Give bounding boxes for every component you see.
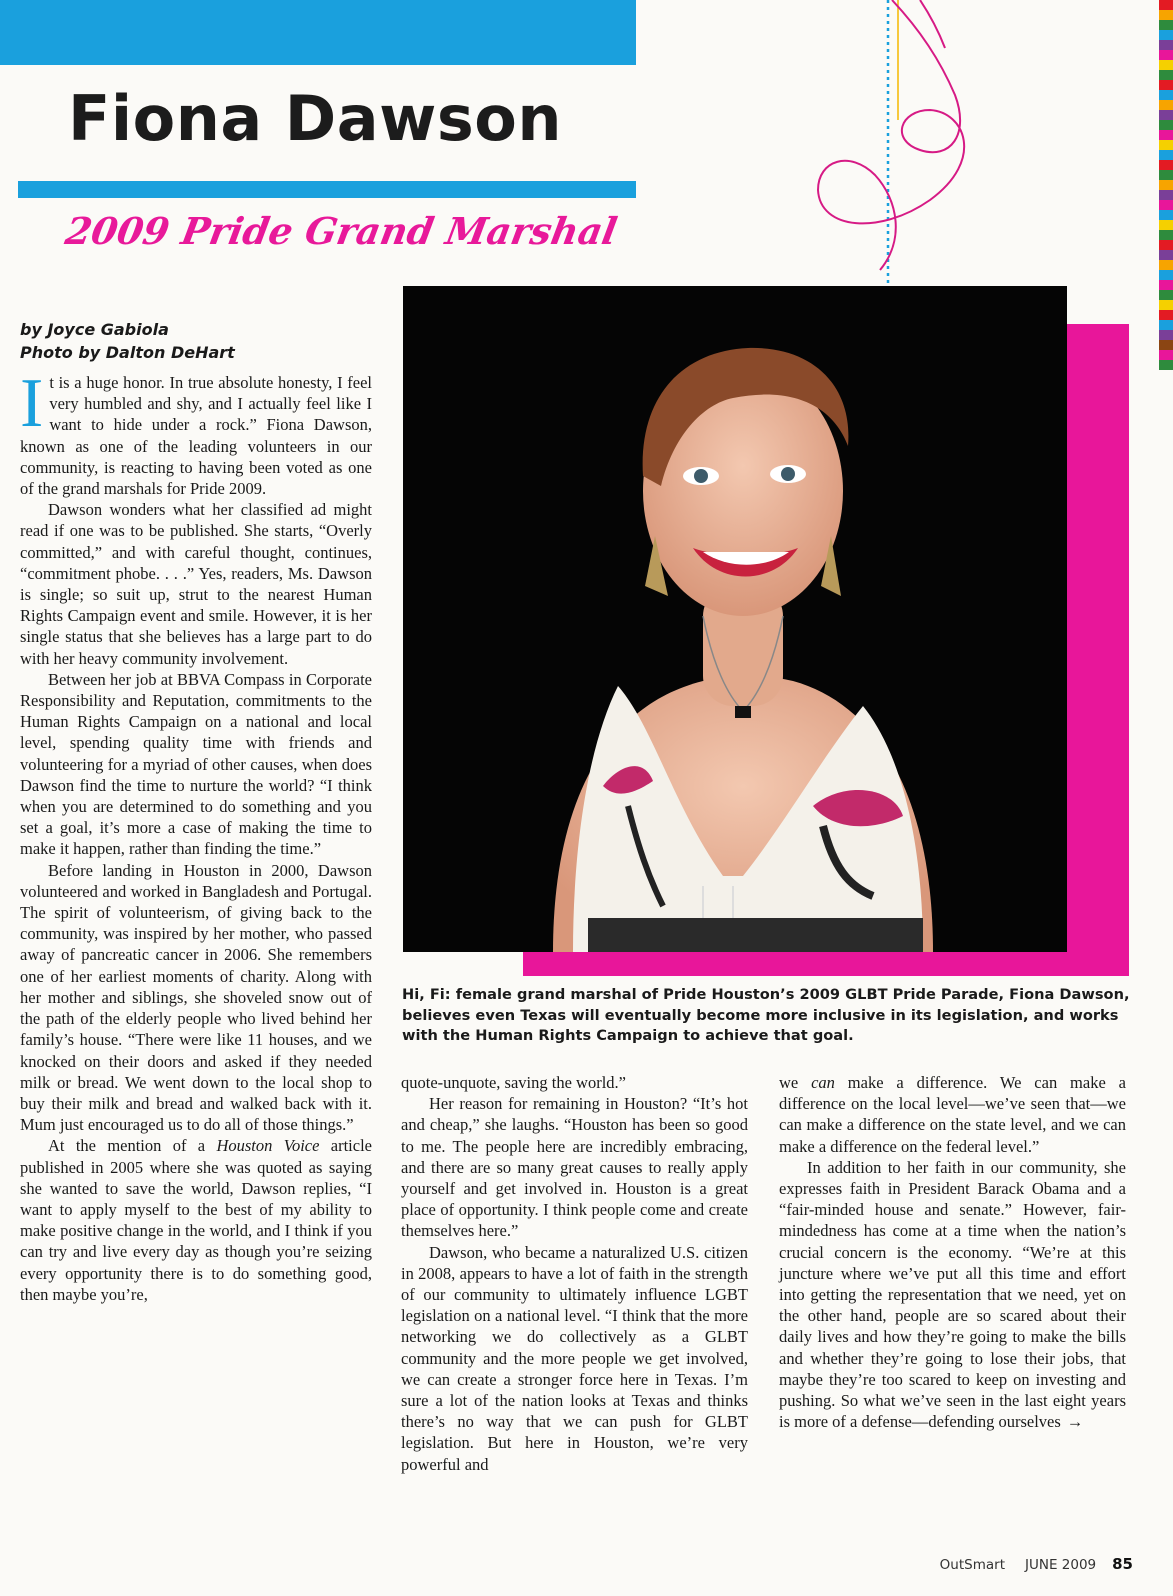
subheadline: 2009 Pride Grand Marshal [62,209,621,253]
author-credit: by Joyce Gabiola [20,320,169,339]
portrait-illustration [403,286,1067,952]
article-paragraph: Dawson, who became a naturalized U.S. citizen in 2008, appears to have a lot of faith in the strength of our community to ultimately influence LGBT legislation on a national level. “I think that the more networking we do collectively as a GLBT community and the more people we get involved, we can create a stronger force here in Texas. I’m sure a lot of the nation looks at Texas and thinks there’s no way that we can push for GLBT legislation. But here in Houston, we’re very powerful and [401,1242,748,1474]
drop-cap: I [20,365,44,442]
continue-arrow-icon: → [1066,1412,1084,1432]
article-paragraph: Her reason for remaining in Houston? “It’s hot and cheap,” she laughs. “Houston has been so good to me. The people here are incredibly embracing, and there are so many great causes to really apply yourself and get involved in. Houston is a great place of opportunity. I think people come and create themselves here.” [401,1094,748,1241]
magazine-name: OutSmart [939,1557,1005,1573]
color-strip-edge [1159,0,1173,370]
article-column-2 [401,1072,748,1475]
article-column-1 [20,365,373,1305]
page-number: 85 [1112,1555,1133,1573]
article-paragraph: In addition to her faith in our community, she expresses faith in President Barack Obama and a “fair-minded house and senate.” However, fair-mindedness has come at a time when the nation’s crucial concern is the economy. “We’re at this juncture where we’ve put all this time and effort into getting the representation that we need, yet on the other hand, people are so scared about their daily lives and how they’re going to make the bills and whether they’re going to lose their jobs, that maybe they’re too scared to keep on investing and pushing. So what we’ve seen in the last eight years is more of a defense—defending ourselves → [779,1157,1126,1432]
article-paragraph: Dawson wonders what her classified ad might read if one was to be published. She starts, “Overly committed,” and with careful thought, continues, “commitment phobe. . . .” Yes, readers, Ms. Dawson is single; so suit up, strut to the nearest Human Rights Campaign event and smile. However, it is her single status that she believes has a large part to do with her heavy community involvement. [20,500,372,668]
pink-swirl-decoration [780,0,1173,300]
publication-title: Houston Voice [216,1136,320,1156]
article-column-3 [779,1072,1126,1432]
issue-date: JUNE 2009 [1024,1557,1097,1573]
headline-underline-bar [18,181,636,198]
headline: Fiona Dawson [68,82,562,155]
top-blue-bar [0,0,636,65]
first-paragraph-text: t is a huge honor. In true absolute honesty, I feel very humbled and shy, and I actually feel like I want to hide under a rock.” Fiona Dawson, known as one of the leading volunteers in our community, is reacting to having been voted as one of the grand marshals for Pride 2009. [20,373,372,499]
article-paragraph: we can make a difference. We can make a difference on the local level—we’ve seen that—we can make a difference on the state level, and we can make a difference on the federal level.” [779,1073,1126,1156]
article-paragraph: quote-unquote, saving the world.” [401,1073,626,1092]
photo-caption: Hi, Fi: female grand marshal of Pride Houston’s 2009 GLBT Pride Parade, Fiona Dawson, believes even Texas will eventually become more inclusive in its legislation, and works with the Human Rights Campaign to achieve that goal. [402,986,1130,1044]
article-paragraph: At the mention of a Houston Voice article published in 2005 where she was quoted as saying she wanted to save the world, Dawson replies, “I want to apply myself to the best of my ability to make positive change in the world, and I think if you can try and live every day as though you’re seizing every opportunity there is to do something good, then maybe you’re, [20,1136,373,1304]
article-paragraph: Before landing in Houston in 2000, Dawson volunteered and worked in Bangladesh and Portugal. The spirit of volunteerism, of giving back to the community, was inspired by her mother, who passed away of pancreatic cancer in 2006. She remembers one of her earliest moments of charity. Along with her mother and siblings, she shoveled snow out of the path of the elderly people who lived behind her family’s house. “There were like 11 houses, and we knocked on their doors and asked if they needed milk or bread. We went down to the local shop to buy their milk and bread and walked back with it. Mum just encouraged us to do all of those things.” [20,860,372,1135]
page-footer [940,1555,1133,1573]
article-paragraph: Between her job at BBVA Compass in Corporate Responsibility and Reputation, commitments to the Human Rights Campaign on a national and local level, spending quality time with friends and volunteering for a myriad of other causes, when does Dawson find the time to nurture the world? “I think when you are determined to do something and you set a goal, it’s more a case of making the time to make it happen, rather than finding the time.” [20,669,372,859]
article-paragraph [20,365,372,499]
photo-credit: Photo by Dalton DeHart [20,343,235,362]
byline [20,318,235,364]
portrait-photo [403,286,1067,952]
